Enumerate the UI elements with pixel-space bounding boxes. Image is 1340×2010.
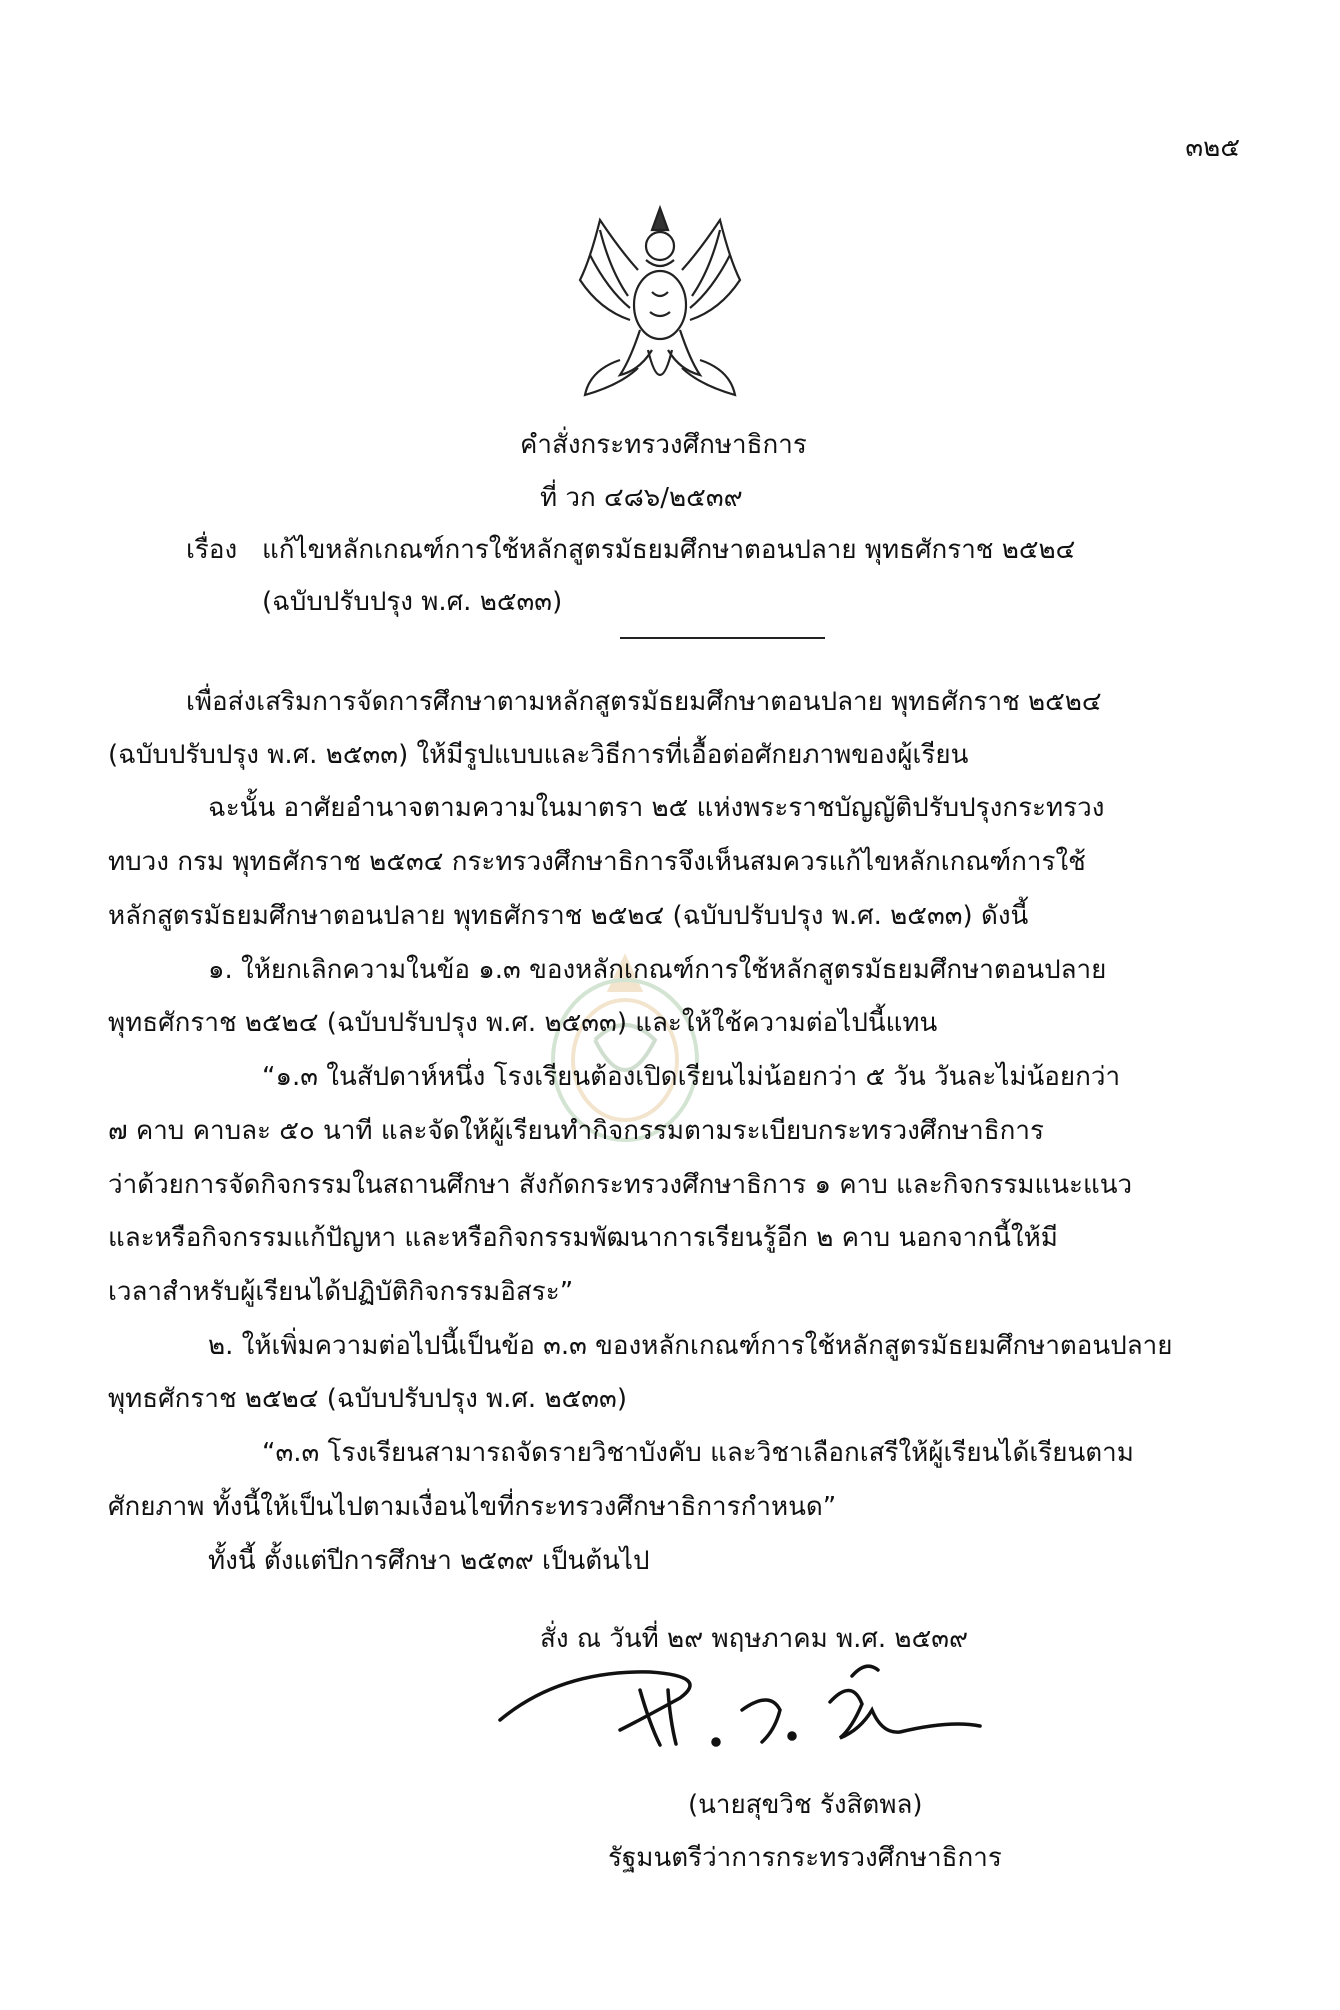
paragraph-2-line-2: ทบวง กรม พุทธศักราช ๒๕๓๔ กระทรวงศึกษาธิการจึงเห็นสมควรแก้ไขหลักเกณฑ์การใช้ <box>108 847 1086 877</box>
order-title: คำสั่งกระทรวงศึกษาธิการ <box>520 430 807 460</box>
effective-date-line: ทั้งนี้ ตั้งแต่ปีการศึกษา ๒๕๓๙ เป็นต้นไป <box>208 1546 650 1576</box>
quote-2-line-1: “๓.๓ โรงเรียนสามารถจัดรายวิชาบังคับ และวิชาเลือกเสรีให้ผู้เรียนได้เรียนตาม <box>262 1438 1134 1468</box>
paragraph-2-line-1: ฉะนั้น อาศัยอำนาจตามความในมาตรา ๒๕ แห่งพระราชบัญญัติปรับปรุงกระทรวง <box>208 793 1105 823</box>
paragraph-1-line-2: (ฉบับปรับปรุง พ.ศ. ๒๕๓๓) ให้มีรูปแบบและวิธีการที่เอื้อต่อศักยภาพของผู้เรียน <box>108 740 969 770</box>
paragraph-2-line-3: หลักสูตรมัธยมศึกษาตอนปลาย พุทธศักราช ๒๕๒๔ (ฉบับปรับปรุง พ.ศ. ๒๕๓๓) ดังนี้ <box>108 901 1029 931</box>
quote-1-line-5: เวลาสำหรับผู้เรียนได้ปฏิบัติกิจกรรมอิสระ” <box>108 1277 574 1307</box>
quote-1-line-2: ๗ คาบ คาบละ ๕๐ นาที และจัดให้ผู้เรียนทำกิจกรรมตามระเบียบกระทรวงศึกษาธิการ <box>108 1116 1044 1146</box>
clause-2-line-2: พุทธศักราช ๒๕๒๔ (ฉบับปรับปรุง พ.ศ. ๒๕๓๓) <box>108 1384 627 1414</box>
signer-title: รัฐมนตรีว่าการกระทรวงศึกษาธิการ <box>608 1843 1002 1873</box>
signer-name: (นายสุขวิช รังสิตพล) <box>688 1790 923 1820</box>
subject-label: เรื่อง <box>186 535 238 565</box>
divider-rule <box>620 637 825 639</box>
subject-line-2: (ฉบับปรับปรุง พ.ศ. ๒๕๓๓) <box>262 587 563 617</box>
subject-text: แก้ไขหลักเกณฑ์การใช้หลักสูตรมัธยมศึกษาตอนปลาย พุทธศักราช ๒๕๒๔ <box>262 535 1076 565</box>
garuda-emblem-icon <box>560 200 760 410</box>
quote-2-line-2: ศักยภาพ ทั้งนี้ให้เป็นไปตามเงื่อนไขที่กระทรวงศึกษาธิการกำหนด” <box>108 1492 837 1522</box>
page-number: ๓๒๕ <box>1185 133 1240 163</box>
paragraph-1-line-1: เพื่อส่งเสริมการจัดการศึกษาตามหลักสูตรมัธยมศึกษาตอนปลาย พุทธศักราช ๒๕๒๔ <box>186 687 1102 717</box>
quote-1-line-4: และหรือกิจกรรมแก้ปัญหา และหรือกิจกรรมพัฒนาการเรียนรู้อีก ๒ คาบ นอกจากนี้ให้มี <box>108 1223 1058 1253</box>
quote-1-line-3: ว่าด้วยการจัดกิจกรรมในสถานศึกษา สังกัดกระทรวงศึกษาธิการ ๑ คาบ และกิจกรรมแนะแนว <box>108 1170 1133 1200</box>
order-number: ที่ วก ๔๘๖/๒๕๓๙ <box>540 483 743 513</box>
quote-1-line-1: “๑.๓ ในสัปดาห์หนึ่ง โรงเรียนต้องเปิดเรียนไม่น้อยกว่า ๕ วัน วันละไม่น้อยกว่า <box>262 1062 1121 1092</box>
issue-date-line: สั่ง ณ วันที่ ๒๙ พฤษภาคม พ.ศ. ๒๕๓๙ <box>540 1624 969 1654</box>
clause-1-line-1: ๑. ให้ยกเลิกความในข้อ ๑.๓ ของหลักเกณฑ์การใช้หลักสูตรมัธยมศึกษาตอนปลาย <box>208 955 1107 985</box>
clause-1-line-2: พุทธศักราช ๒๕๒๔ (ฉบับปรับปรุง พ.ศ. ๒๕๓๓) และให้ใช้ความต่อไปนี้แทน <box>108 1008 938 1038</box>
handwritten-signature <box>480 1650 1000 1760</box>
clause-2-line-1: ๒. ให้เพิ่มความต่อไปนี้เป็นข้อ ๓.๓ ของหลักเกณฑ์การใช้หลักสูตรมัธยมศึกษาตอนปลาย <box>208 1331 1173 1361</box>
